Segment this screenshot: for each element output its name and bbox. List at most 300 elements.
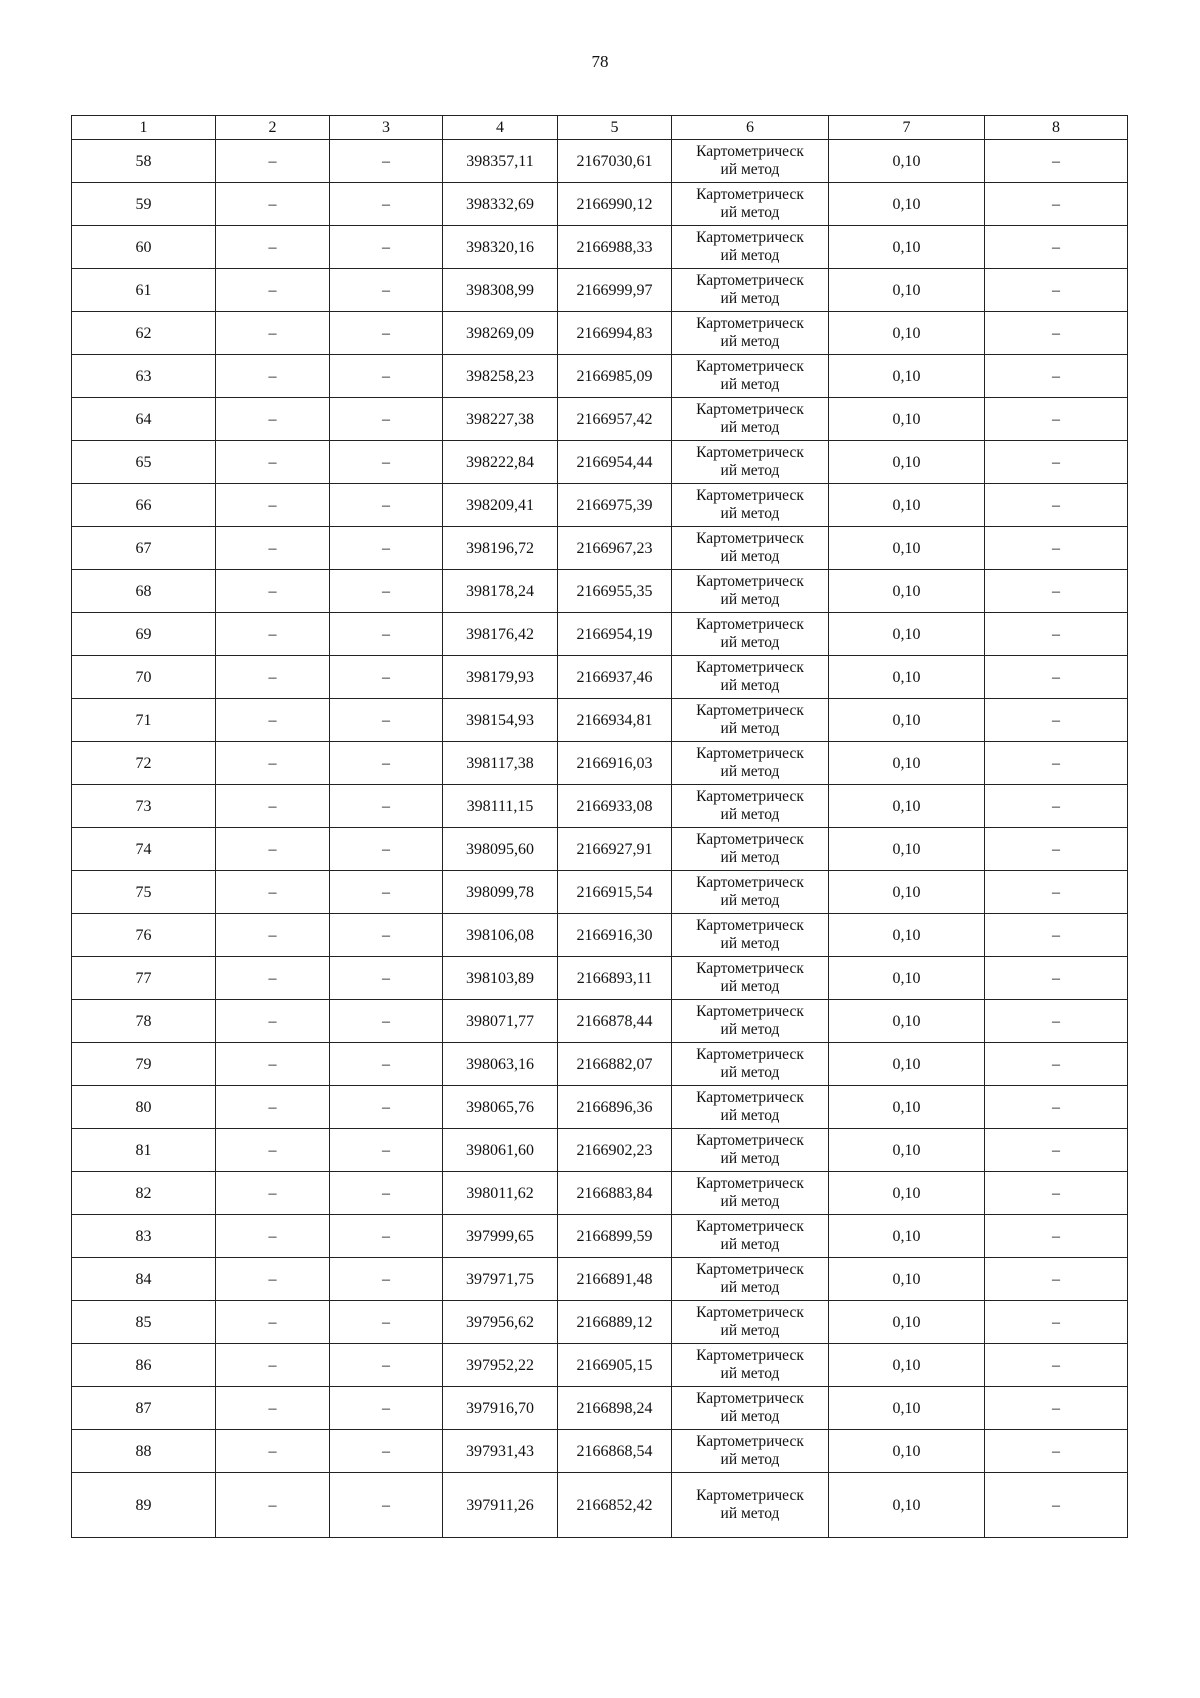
table-row <box>72 785 1128 828</box>
accuracy-cell: 0,10 <box>829 871 985 914</box>
column-8-cell: – <box>985 1172 1128 1215</box>
accuracy-cell: 0,10 <box>829 656 985 699</box>
point-number-cell: 59 <box>72 183 216 226</box>
column-header: 7 <box>829 116 985 140</box>
table-row <box>72 226 1128 269</box>
method-cell <box>672 656 829 699</box>
coordinate-y-cell: 2166985,09 <box>558 355 672 398</box>
method-line: ий метод <box>720 1365 780 1382</box>
column-8-cell: – <box>985 527 1128 570</box>
column-8-cell: – <box>985 398 1128 441</box>
column-header: 8 <box>985 116 1128 140</box>
table-row <box>72 355 1128 398</box>
coordinate-x-cell: 398176,42 <box>443 613 558 656</box>
method-cell <box>672 1172 829 1215</box>
method-cell <box>672 1344 829 1387</box>
coordinate-y-cell: 2166988,33 <box>558 226 672 269</box>
accuracy-cell: 0,10 <box>829 1129 985 1172</box>
column-8-cell: – <box>985 957 1128 1000</box>
accuracy-cell: 0,10 <box>829 914 985 957</box>
column-3-cell: – <box>330 699 443 742</box>
column-3-cell: – <box>330 355 443 398</box>
point-number-cell: 82 <box>72 1172 216 1215</box>
coordinate-x-cell: 398011,62 <box>443 1172 558 1215</box>
point-number-cell: 74 <box>72 828 216 871</box>
method-cell <box>672 1387 829 1430</box>
accuracy-cell: 0,10 <box>829 1473 985 1538</box>
column-2-cell: – <box>216 140 330 183</box>
column-3-cell: – <box>330 1344 443 1387</box>
method-line: Картометрическ <box>696 487 804 504</box>
column-3-cell: – <box>330 1129 443 1172</box>
method-line: Картометрическ <box>696 1003 804 1020</box>
table-row <box>72 699 1128 742</box>
method-cell <box>672 183 829 226</box>
table-row <box>72 1043 1128 1086</box>
coordinate-x-cell: 398308,99 <box>443 269 558 312</box>
column-2-cell: – <box>216 699 330 742</box>
table-row <box>72 1387 1128 1430</box>
method-line: Картометрическ <box>696 1433 804 1450</box>
coordinate-y-cell: 2166898,24 <box>558 1387 672 1430</box>
table-row <box>72 1473 1128 1538</box>
method-cell <box>672 226 829 269</box>
method-line: ий метод <box>720 677 780 694</box>
column-8-cell: – <box>985 140 1128 183</box>
method-cell <box>672 1215 829 1258</box>
column-2-cell: – <box>216 914 330 957</box>
column-8-cell: – <box>985 484 1128 527</box>
method-line: ий метод <box>720 1236 780 1253</box>
accuracy-cell: 0,10 <box>829 1387 985 1430</box>
point-number-cell: 68 <box>72 570 216 613</box>
table-row <box>72 269 1128 312</box>
coordinate-x-cell: 398154,93 <box>443 699 558 742</box>
point-number-cell: 62 <box>72 312 216 355</box>
method-line: Картометрическ <box>696 573 804 590</box>
coordinate-y-cell: 2166937,46 <box>558 656 672 699</box>
coordinate-y-cell: 2166882,07 <box>558 1043 672 1086</box>
method-line: Картометрическ <box>696 1347 804 1364</box>
point-number-cell: 81 <box>72 1129 216 1172</box>
accuracy-cell: 0,10 <box>829 613 985 656</box>
column-2-cell: – <box>216 1086 330 1129</box>
coordinate-y-cell: 2166905,15 <box>558 1344 672 1387</box>
method-line: Картометрическ <box>696 1261 804 1278</box>
method-line: Картометрическ <box>696 616 804 633</box>
column-8-cell: – <box>985 871 1128 914</box>
method-cell <box>672 1258 829 1301</box>
column-8-cell: – <box>985 1129 1128 1172</box>
method-cell <box>672 484 829 527</box>
column-2-cell: – <box>216 828 330 871</box>
accuracy-cell: 0,10 <box>829 1043 985 1086</box>
column-2-cell: – <box>216 312 330 355</box>
column-2-cell: – <box>216 1258 330 1301</box>
column-8-cell: – <box>985 1430 1128 1473</box>
column-3-cell: – <box>330 1301 443 1344</box>
method-line: ий метод <box>720 1193 780 1210</box>
point-number-cell: 63 <box>72 355 216 398</box>
coordinate-x-cell: 398258,23 <box>443 355 558 398</box>
column-8-cell: – <box>985 1301 1128 1344</box>
method-line: ий метод <box>720 935 780 952</box>
accuracy-cell: 0,10 <box>829 742 985 785</box>
method-cell <box>672 785 829 828</box>
table-row <box>72 527 1128 570</box>
method-cell <box>672 1430 829 1473</box>
point-number-cell: 89 <box>72 1473 216 1538</box>
column-8-cell: – <box>985 1473 1128 1538</box>
accuracy-cell: 0,10 <box>829 1086 985 1129</box>
method-line: ий метод <box>720 849 780 866</box>
coordinate-y-cell: 2166954,44 <box>558 441 672 484</box>
method-cell <box>672 613 829 656</box>
accuracy-cell: 0,10 <box>829 1172 985 1215</box>
column-3-cell: – <box>330 656 443 699</box>
column-2-cell: – <box>216 441 330 484</box>
point-number-cell: 85 <box>72 1301 216 1344</box>
accuracy-cell: 0,10 <box>829 1000 985 1043</box>
method-cell <box>672 1086 829 1129</box>
point-number-cell: 75 <box>72 871 216 914</box>
method-line: Картометрическ <box>696 874 804 891</box>
column-3-cell: – <box>330 484 443 527</box>
column-2-cell: – <box>216 1215 330 1258</box>
accuracy-cell: 0,10 <box>829 226 985 269</box>
coordinate-x-cell: 397956,62 <box>443 1301 558 1344</box>
accuracy-cell: 0,10 <box>829 484 985 527</box>
column-2-cell: – <box>216 1473 330 1538</box>
column-3-cell: – <box>330 570 443 613</box>
column-2-cell: – <box>216 484 330 527</box>
column-3-cell: – <box>330 613 443 656</box>
accuracy-cell: 0,10 <box>829 140 985 183</box>
point-number-cell: 79 <box>72 1043 216 1086</box>
accuracy-cell: 0,10 <box>829 441 985 484</box>
column-2-cell: – <box>216 269 330 312</box>
coordinate-x-cell: 398332,69 <box>443 183 558 226</box>
column-8-cell: – <box>985 312 1128 355</box>
column-2-cell: – <box>216 871 330 914</box>
coordinates-table <box>71 115 1128 1538</box>
method-line: Картометрическ <box>696 960 804 977</box>
method-line: ий метод <box>720 1021 780 1038</box>
method-line: ий метод <box>720 419 780 436</box>
method-line: ий метод <box>720 1064 780 1081</box>
coordinate-y-cell: 2166878,44 <box>558 1000 672 1043</box>
column-header: 4 <box>443 116 558 140</box>
table-row <box>72 484 1128 527</box>
column-8-cell: – <box>985 1258 1128 1301</box>
point-number-cell: 61 <box>72 269 216 312</box>
column-8-cell: – <box>985 828 1128 871</box>
coordinate-y-cell: 2166927,91 <box>558 828 672 871</box>
method-cell <box>672 742 829 785</box>
point-number-cell: 78 <box>72 1000 216 1043</box>
coordinate-y-cell: 2166893,11 <box>558 957 672 1000</box>
accuracy-cell: 0,10 <box>829 527 985 570</box>
column-3-cell: – <box>330 785 443 828</box>
method-line: ий метод <box>720 978 780 995</box>
coordinate-y-cell: 2166934,81 <box>558 699 672 742</box>
point-number-cell: 80 <box>72 1086 216 1129</box>
accuracy-cell: 0,10 <box>829 828 985 871</box>
method-line: ий метод <box>720 462 780 479</box>
coordinate-x-cell: 397931,43 <box>443 1430 558 1473</box>
coordinate-y-cell: 2166975,39 <box>558 484 672 527</box>
coordinate-y-cell: 2166916,03 <box>558 742 672 785</box>
method-line: ий метод <box>720 290 780 307</box>
coordinate-y-cell: 2167030,61 <box>558 140 672 183</box>
method-line: Картометрическ <box>696 659 804 676</box>
coordinate-x-cell: 397971,75 <box>443 1258 558 1301</box>
column-2-cell: – <box>216 613 330 656</box>
coordinate-x-cell: 398357,11 <box>443 140 558 183</box>
point-number-cell: 83 <box>72 1215 216 1258</box>
coordinate-x-cell: 398103,89 <box>443 957 558 1000</box>
coordinate-x-cell: 397999,65 <box>443 1215 558 1258</box>
method-cell <box>672 527 829 570</box>
column-3-cell: – <box>330 1043 443 1086</box>
table-row <box>72 570 1128 613</box>
coordinate-x-cell: 398209,41 <box>443 484 558 527</box>
coordinate-x-cell: 398178,24 <box>443 570 558 613</box>
point-number-cell: 70 <box>72 656 216 699</box>
accuracy-cell: 0,10 <box>829 957 985 1000</box>
method-line: ий метод <box>720 505 780 522</box>
column-3-cell: – <box>330 1000 443 1043</box>
table-row <box>72 1344 1128 1387</box>
coordinate-y-cell: 2166902,23 <box>558 1129 672 1172</box>
method-line: ий метод <box>720 634 780 651</box>
column-2-cell: – <box>216 355 330 398</box>
column-header: 5 <box>558 116 672 140</box>
column-2-cell: – <box>216 1387 330 1430</box>
method-line: Картометрическ <box>696 401 804 418</box>
method-line: ий метод <box>720 591 780 608</box>
point-number-cell: 88 <box>72 1430 216 1473</box>
column-2-cell: – <box>216 570 330 613</box>
method-line: ий метод <box>720 806 780 823</box>
method-line: Картометрическ <box>696 530 804 547</box>
coordinate-y-cell: 2166954,19 <box>558 613 672 656</box>
column-3-cell: – <box>330 312 443 355</box>
method-line: Картометрическ <box>696 1487 804 1504</box>
column-3-cell: – <box>330 1086 443 1129</box>
table-row <box>72 1000 1128 1043</box>
column-2-cell: – <box>216 957 330 1000</box>
point-number-cell: 65 <box>72 441 216 484</box>
coordinate-y-cell: 2166967,23 <box>558 527 672 570</box>
column-2-cell: – <box>216 183 330 226</box>
method-cell <box>672 398 829 441</box>
coordinate-y-cell: 2166899,59 <box>558 1215 672 1258</box>
method-line: Картометрическ <box>696 788 804 805</box>
method-line: Картометрическ <box>696 1390 804 1407</box>
point-number-cell: 72 <box>72 742 216 785</box>
table-row <box>72 1086 1128 1129</box>
table-row <box>72 1430 1128 1473</box>
method-line: ий метод <box>720 548 780 565</box>
coordinate-y-cell: 2166896,36 <box>558 1086 672 1129</box>
coordinate-y-cell: 2166999,97 <box>558 269 672 312</box>
accuracy-cell: 0,10 <box>829 1344 985 1387</box>
table-row <box>72 828 1128 871</box>
column-8-cell: – <box>985 1043 1128 1086</box>
coordinate-x-cell: 398063,16 <box>443 1043 558 1086</box>
column-3-cell: – <box>330 1387 443 1430</box>
point-number-cell: 71 <box>72 699 216 742</box>
table-row <box>72 613 1128 656</box>
column-header: 2 <box>216 116 330 140</box>
accuracy-cell: 0,10 <box>829 269 985 312</box>
accuracy-cell: 0,10 <box>829 1215 985 1258</box>
table-row <box>72 914 1128 957</box>
coordinate-y-cell: 2166994,83 <box>558 312 672 355</box>
table-row <box>72 312 1128 355</box>
table-row <box>72 871 1128 914</box>
method-cell <box>672 312 829 355</box>
coordinate-y-cell: 2166955,35 <box>558 570 672 613</box>
accuracy-cell: 0,10 <box>829 355 985 398</box>
column-3-cell: – <box>330 742 443 785</box>
method-line: Картометрическ <box>696 745 804 762</box>
table-row <box>72 742 1128 785</box>
column-2-cell: – <box>216 1129 330 1172</box>
coordinate-x-cell: 398099,78 <box>443 871 558 914</box>
table-row <box>72 1258 1128 1301</box>
column-3-cell: – <box>330 1215 443 1258</box>
method-line: ий метод <box>720 1408 780 1425</box>
coordinate-y-cell: 2166868,54 <box>558 1430 672 1473</box>
method-line: ий метод <box>720 376 780 393</box>
method-line: ий метод <box>720 1150 780 1167</box>
point-number-cell: 73 <box>72 785 216 828</box>
coordinate-y-cell: 2166916,30 <box>558 914 672 957</box>
method-line: Картометрическ <box>696 143 804 160</box>
method-line: Картометрическ <box>696 1089 804 1106</box>
coordinate-x-cell: 398222,84 <box>443 441 558 484</box>
column-header: 1 <box>72 116 216 140</box>
method-line: ий метод <box>720 1107 780 1124</box>
method-line: Картометрическ <box>696 186 804 203</box>
method-cell <box>672 140 829 183</box>
point-number-cell: 76 <box>72 914 216 957</box>
column-8-cell: – <box>985 613 1128 656</box>
method-line: Картометрическ <box>696 358 804 375</box>
column-8-cell: – <box>985 1344 1128 1387</box>
method-line: ий метод <box>720 892 780 909</box>
column-2-cell: – <box>216 1172 330 1215</box>
method-cell <box>672 957 829 1000</box>
column-2-cell: – <box>216 742 330 785</box>
table-body <box>72 140 1128 1538</box>
coordinate-x-cell: 397911,26 <box>443 1473 558 1538</box>
coordinate-y-cell: 2166883,84 <box>558 1172 672 1215</box>
column-2-cell: – <box>216 1301 330 1344</box>
point-number-cell: 58 <box>72 140 216 183</box>
point-number-cell: 69 <box>72 613 216 656</box>
column-2-cell: – <box>216 656 330 699</box>
coordinate-x-cell: 398117,38 <box>443 742 558 785</box>
column-8-cell: – <box>985 183 1128 226</box>
method-cell <box>672 1301 829 1344</box>
method-line: Картометрическ <box>696 1046 804 1063</box>
column-header: 6 <box>672 116 829 140</box>
column-2-cell: – <box>216 1344 330 1387</box>
coordinate-x-cell: 398111,15 <box>443 785 558 828</box>
column-8-cell: – <box>985 570 1128 613</box>
column-3-cell: – <box>330 1258 443 1301</box>
column-8-cell: – <box>985 742 1128 785</box>
accuracy-cell: 0,10 <box>829 699 985 742</box>
method-line: Картометрическ <box>696 315 804 332</box>
table-row <box>72 1172 1128 1215</box>
method-cell <box>672 355 829 398</box>
coordinate-y-cell: 2166957,42 <box>558 398 672 441</box>
method-line: ий метод <box>720 1451 780 1468</box>
column-8-cell: – <box>985 656 1128 699</box>
table-row <box>72 1215 1128 1258</box>
method-line: Картометрическ <box>696 1175 804 1192</box>
column-3-cell: – <box>330 183 443 226</box>
accuracy-cell: 0,10 <box>829 570 985 613</box>
table-row <box>72 441 1128 484</box>
coordinate-y-cell: 2166933,08 <box>558 785 672 828</box>
method-line: Картометрическ <box>696 444 804 461</box>
coordinate-x-cell: 398269,09 <box>443 312 558 355</box>
method-line: ий метод <box>720 1279 780 1296</box>
column-8-cell: – <box>985 785 1128 828</box>
column-8-cell: – <box>985 441 1128 484</box>
method-line: Картометрическ <box>696 1218 804 1235</box>
column-8-cell: – <box>985 1086 1128 1129</box>
accuracy-cell: 0,10 <box>829 785 985 828</box>
coordinate-x-cell: 398095,60 <box>443 828 558 871</box>
column-2-cell: – <box>216 785 330 828</box>
table-row <box>72 398 1128 441</box>
coordinate-x-cell: 398196,72 <box>443 527 558 570</box>
column-3-cell: – <box>330 914 443 957</box>
point-number-cell: 64 <box>72 398 216 441</box>
column-3-cell: – <box>330 140 443 183</box>
column-3-cell: – <box>330 1430 443 1473</box>
method-line: Картометрическ <box>696 831 804 848</box>
table-row <box>72 1129 1128 1172</box>
accuracy-cell: 0,10 <box>829 398 985 441</box>
method-line: ий метод <box>720 333 780 350</box>
coordinate-x-cell: 398065,76 <box>443 1086 558 1129</box>
method-line: ий метод <box>720 204 780 221</box>
coordinate-y-cell: 2166852,42 <box>558 1473 672 1538</box>
method-cell <box>672 699 829 742</box>
column-8-cell: – <box>985 269 1128 312</box>
column-8-cell: – <box>985 699 1128 742</box>
accuracy-cell: 0,10 <box>829 1301 985 1344</box>
coordinate-x-cell: 397952,22 <box>443 1344 558 1387</box>
method-line: ий метод <box>720 763 780 780</box>
column-3-cell: – <box>330 828 443 871</box>
coordinate-y-cell: 2166891,48 <box>558 1258 672 1301</box>
method-line: ий метод <box>720 161 780 178</box>
table-row <box>72 957 1128 1000</box>
column-header: 3 <box>330 116 443 140</box>
method-line: ий метод <box>720 1322 780 1339</box>
column-8-cell: – <box>985 226 1128 269</box>
coordinate-x-cell: 398071,77 <box>443 1000 558 1043</box>
point-number-cell: 67 <box>72 527 216 570</box>
